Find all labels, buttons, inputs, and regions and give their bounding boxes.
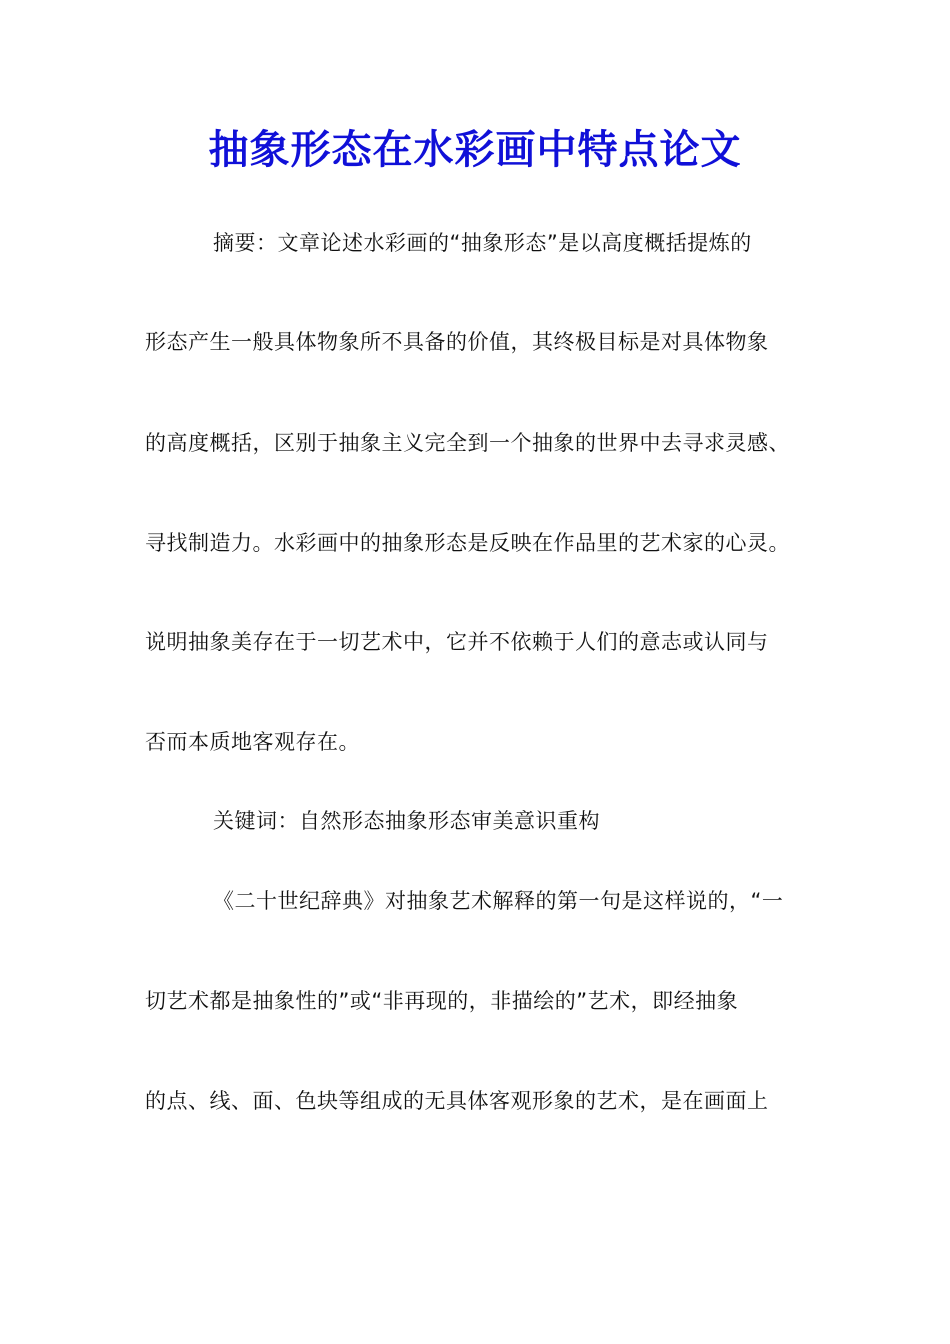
body-line-3: 的点、线、面、色块等组成的无具体客观形象的艺术，是在画面上 [145,1089,769,1113]
abstract-line-6: 否而本质地客观存在。 [145,730,360,754]
body-line-1: 《二十世纪辞典》对抽象艺术解释的第一句是这样说的，“一 [213,889,784,913]
abstract-line-4: 寻找制造力。水彩画中的抽象形态是反映在作品里的艺术家的心灵。 [145,531,790,555]
abstract-line-3: 的高度概括，区别于抽象主义完全到一个抽象的世界中去寻求灵感、 [145,431,790,455]
body-line-2: 切艺术都是抽象性的”或“非再现的，非描绘的”艺术，即经抽象 [145,989,739,1013]
keywords-line: 关键词：自然形态抽象形态审美意识重构 [213,809,600,833]
abstract-line-1: 摘要：文章论述水彩画的“抽象形态”是以高度概括提炼的 [213,231,752,255]
document-title: 抽象形态在水彩画中特点论文 [208,126,742,173]
abstract-line-2: 形态产生一般具体物象所不具备的价值，其终极目标是对具体物象 [145,330,769,354]
abstract-line-5: 说明抽象美存在于一切艺术中，它并不依赖于人们的意志或认同与 [145,630,769,654]
